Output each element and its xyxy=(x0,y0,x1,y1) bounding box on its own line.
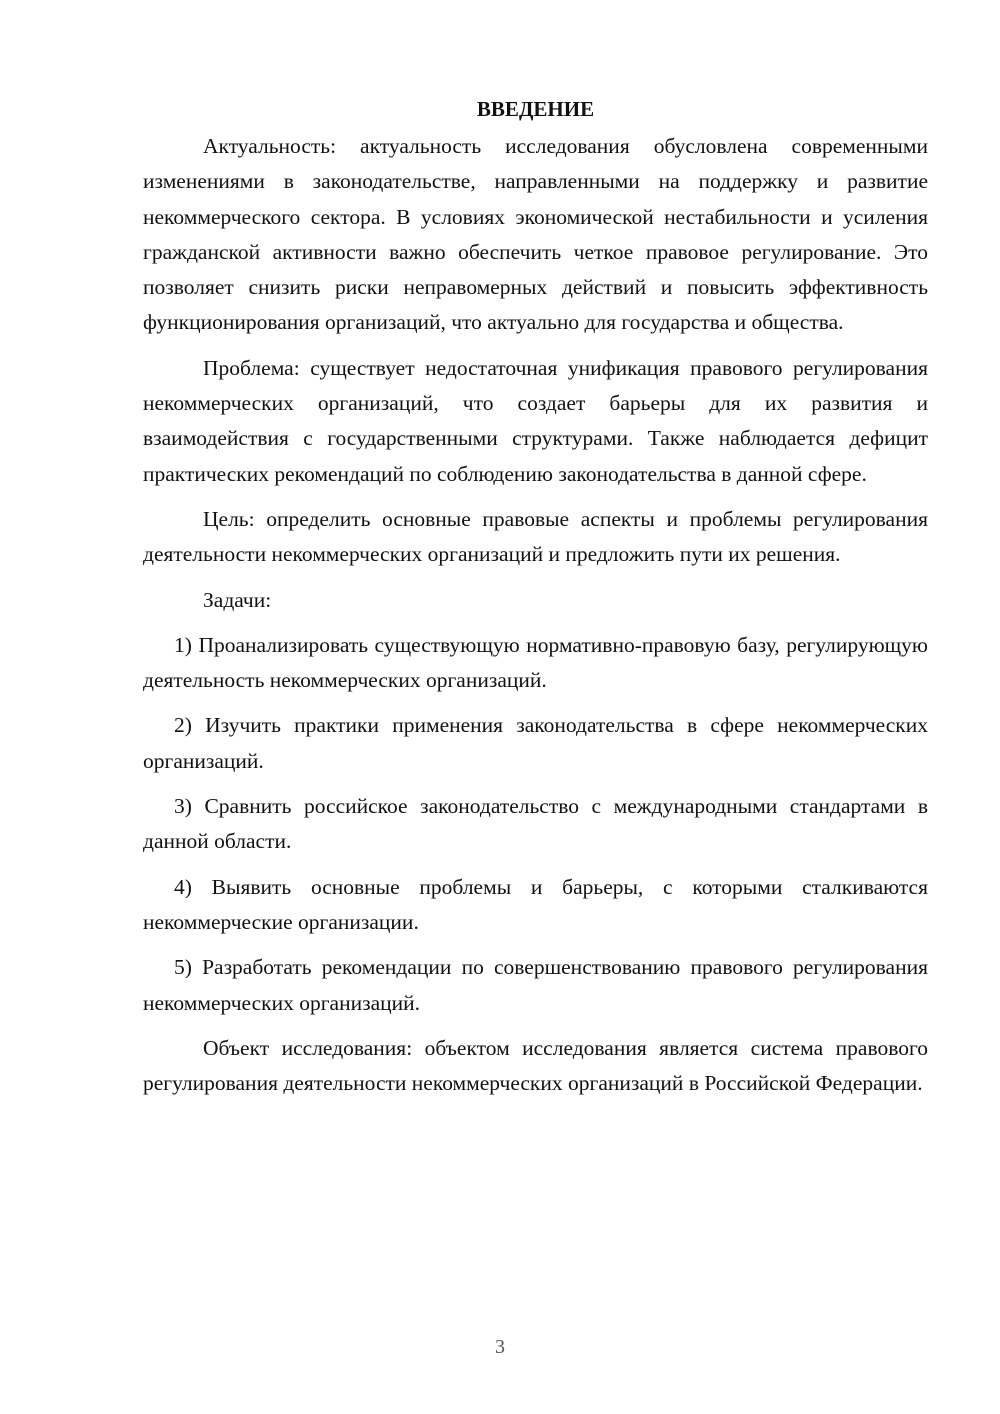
task-item-3: 3) Сравнить российское законодательство с международными стандартами в данной области. xyxy=(143,794,928,854)
task-item-1: 1) Проанализировать существующую нормативно-правовую базу, регулирующую деятельность некоммерческих организаций. xyxy=(143,632,928,693)
page-content xyxy=(143,92,928,1101)
paragraph-problem: Проблема: существует недостаточная унификация правового регулирования некоммерческих организаций, что создает барьеры для их развития и взаимодействия с государственными структурами. Также наблюдается дефицит практических рекомендаций по соблюдению законодательства в данной сфере. xyxy=(143,355,928,486)
task-item-2: 2) Изучить практики применения законодательства в сфере некоммерческих организаций. xyxy=(143,713,928,773)
paragraph-relevance: Актуальность: актуальность исследования обусловлена современными изменениями в законодательстве, направленными на поддержку и развитие некоммерческого сектора. В условиях экономической нестабильности и усиления гражданской активности важно обеспечить четкое правовое регулирование. Это позволяет снизить риски неправомерных действий и повысить эффективность функционирования организаций, что актуально для государства и общества. xyxy=(143,134,928,335)
paragraph-object: Объект исследования: объектом исследования является система правового регулирования деятельности некоммерческих организаций в Российской Федерации. xyxy=(143,1035,928,1096)
tasks-heading: Задачи: xyxy=(203,587,272,612)
section-title: ВВЕДЕНИЕ xyxy=(476,97,595,121)
paragraph-goal: Цель: определить основные правовые аспекты и проблемы регулирования деятельности некоммерческих организаций и предложить пути их решения. xyxy=(143,506,928,567)
task-item-4: 4) Выявить основные проблемы и барьеры, с которыми сталкиваются некоммерческие организации. xyxy=(143,874,928,934)
task-item-5: 5) Разработать рекомендации по совершенствованию правового регулирования некоммерческих организаций. xyxy=(143,955,928,1015)
page-number: 3 xyxy=(495,1336,505,1358)
